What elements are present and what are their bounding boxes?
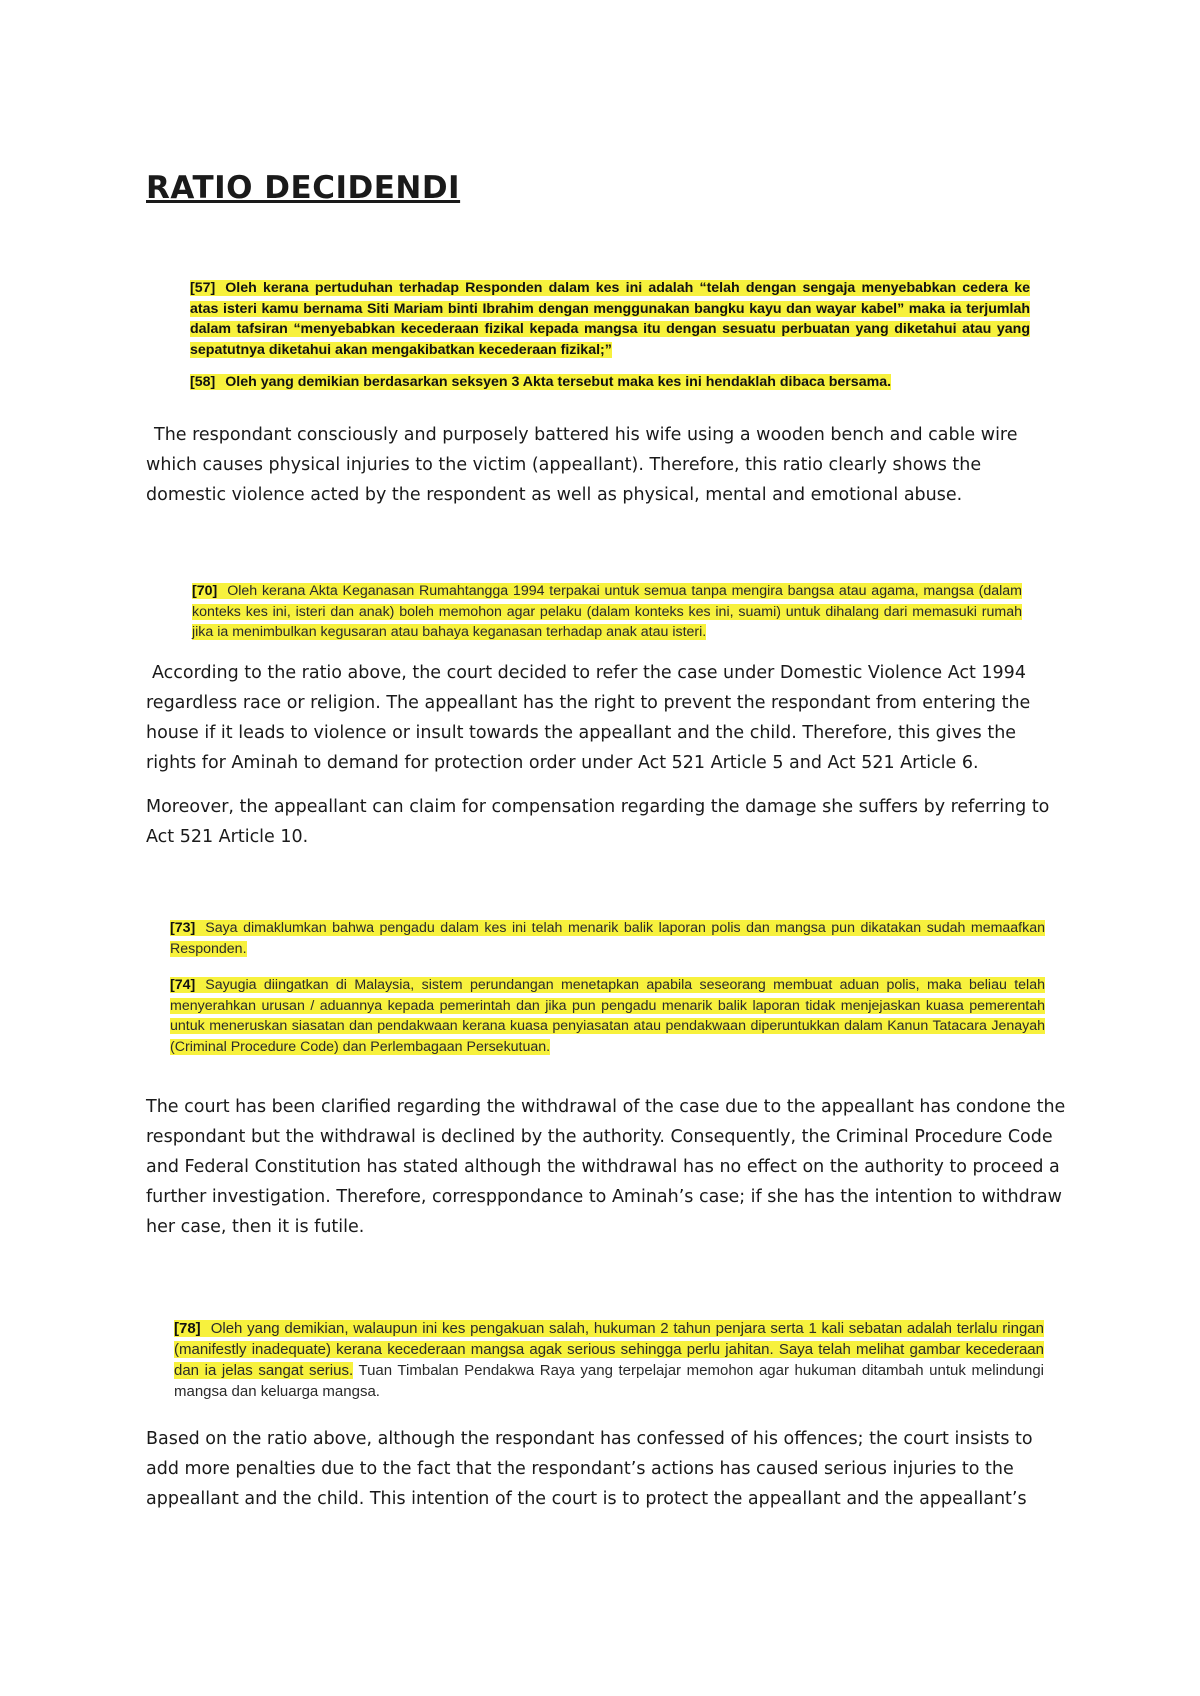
quote-73 (170, 918, 1045, 959)
quote-58-text: Oleh yang demikian berdasarkan seksyen 3 Akta tersebut maka kes ini hendaklah dibaca bersama. (225, 374, 892, 390)
paragraph-number: [73] (170, 920, 196, 936)
quote-78 (174, 1318, 1044, 1402)
quote-74 (170, 975, 1045, 1057)
paragraph-number: [58] (190, 374, 216, 390)
quote-70-highlight (192, 583, 1022, 640)
quote-73-highlight (170, 920, 1045, 957)
quote-57-highlight (190, 280, 1030, 358)
paragraph-number: [57] (190, 280, 216, 296)
analysis-paragraph-3: Moreover, the appeallant can claim for compensation regarding the damage she suffers by referring to Act 521 Article 10. (146, 797, 1050, 847)
analysis-paragraph-5: Based on the ratio above, although the respondant has confessed of his offences; the court insists to add more penalties due to the fact that the respondant’s actions has caused serious injuries to the appeallant and the child. This intention of the court is to protect the appeallant and the appeallant’s (146, 1429, 1033, 1509)
paragraph-number: [74] (170, 977, 196, 993)
analysis-paragraph-1: The respondant consciously and purposely battered his wife using a wooden bench and cable wire which causes physical injuries to the victim (appeallant). Therefore, this ratio clearly shows the domestic violence acted by the respondent as well as physical, mental and emotional abuse. (146, 425, 1018, 505)
quote-70 (192, 581, 1022, 643)
quote-74-text: Sayugia diingatkan di Malaysia, sistem perundangan menetapkan apabila seseorang membuat aduan polis, maka beliau telah menyerahkan urusan / aduannya kepada pemerintah dan jika pun pengadu menarik balik laporan tidak menjejaskan kuasa pemerentah untuk meneruskan siasatan dan pendakwaan kerana kuasa penyiasatan atau pendakwaan diperuntukkan dalam Kanun Tatacara Jenayah (Criminal Procedure Code) dan Perlembagaan Persekutuan. (170, 977, 1045, 1055)
quote-78-text-unhighlighted: Tuan Timbalan Pendakwa Raya yang terpelajar memohon agar hukuman ditambah untuk melindungi mangsa dan keluarga mangsa. (174, 1362, 1044, 1400)
quote-58-highlight (190, 374, 891, 390)
quote-70-text: Oleh kerana Akta Keganasan Rumahtangga 1994 terpakai untuk semua tanpa mengira bangsa atau agama, mangsa (dalam konteks kes ini, isteri dan anak) boleh memohon agar pelaku (dalam konteks kes ini, suami) untuk dihalang dari memasuki rumah jika ia menimbulkan kegusaran atau bahaya keganasan terhadap anak atau isteri. (192, 583, 1022, 640)
quote-57 (190, 278, 1030, 360)
quote-57-text: Oleh kerana pertuduhan terhadap Responden dalam kes ini adalah “telah dengan sengaja menyebabkan cedera ke atas isteri kamu bernama Siti Mariam binti Ibrahim dengan menggunakan bangku kayu dan wayar kabel” maka ia terjumlah dalam tafsiran “menyebabkan kecederaan fizikal kepada mangsa itu dengan sesuatu perbuatan yang diketahui atau yang sepatutnya diketahui akan mengakibatkan kecederaan fizikal;” (190, 280, 1030, 358)
analysis-paragraph-2: According to the ratio above, the court decided to refer the case under Domestic Violence Act 1994 regardless race or religion. The appeallant has the right to prevent the respondant from entering the house if it leads to violence or insult towards the appeallant and the child. Therefore, this gives the rights for Aminah to demand for protection order under Act 521 Article 5 and Act 521 Article 6. (146, 663, 1031, 773)
page-title: RATIO DECIDENDI (146, 170, 461, 206)
quote-73-text: Saya dimaklumkan bahwa pengadu dalam kes ini telah menarik balik laporan polis dan mangsa pun dikatakan sudah memaafkan Responden. (170, 920, 1045, 957)
quote-78-text: Oleh yang demikian, walaupun ini kes pengakuan salah, hukuman 2 tahun penjara serta 1 kali sebatan adalah terlalu ringan (manifestly inadequate) kerana kecederaan mangsa agak serious sehingga perlu jahitan. Saya telah melihat gambar kecederaan dan ia jelas sangat serius. (174, 1320, 1044, 1379)
quote-74-highlight (170, 977, 1045, 1055)
analysis-paragraph-4: The court has been clarified regarding the withdrawal of the case due to the appeallant has condone the respondant but the withdrawal is declined by the authority. Consequently, the Criminal Procedure Code and Federal Constitution has stated although the withdrawal has no effect on the authority to proceed a further investigation. Therefore, corresppondance to Aminah’s case; if she has the intention to withdraw her case, then it is futile. (146, 1097, 1066, 1237)
quote-58 (190, 372, 1030, 393)
paragraph-number: [78] (174, 1320, 201, 1337)
paragraph-number: [70] (192, 583, 218, 599)
